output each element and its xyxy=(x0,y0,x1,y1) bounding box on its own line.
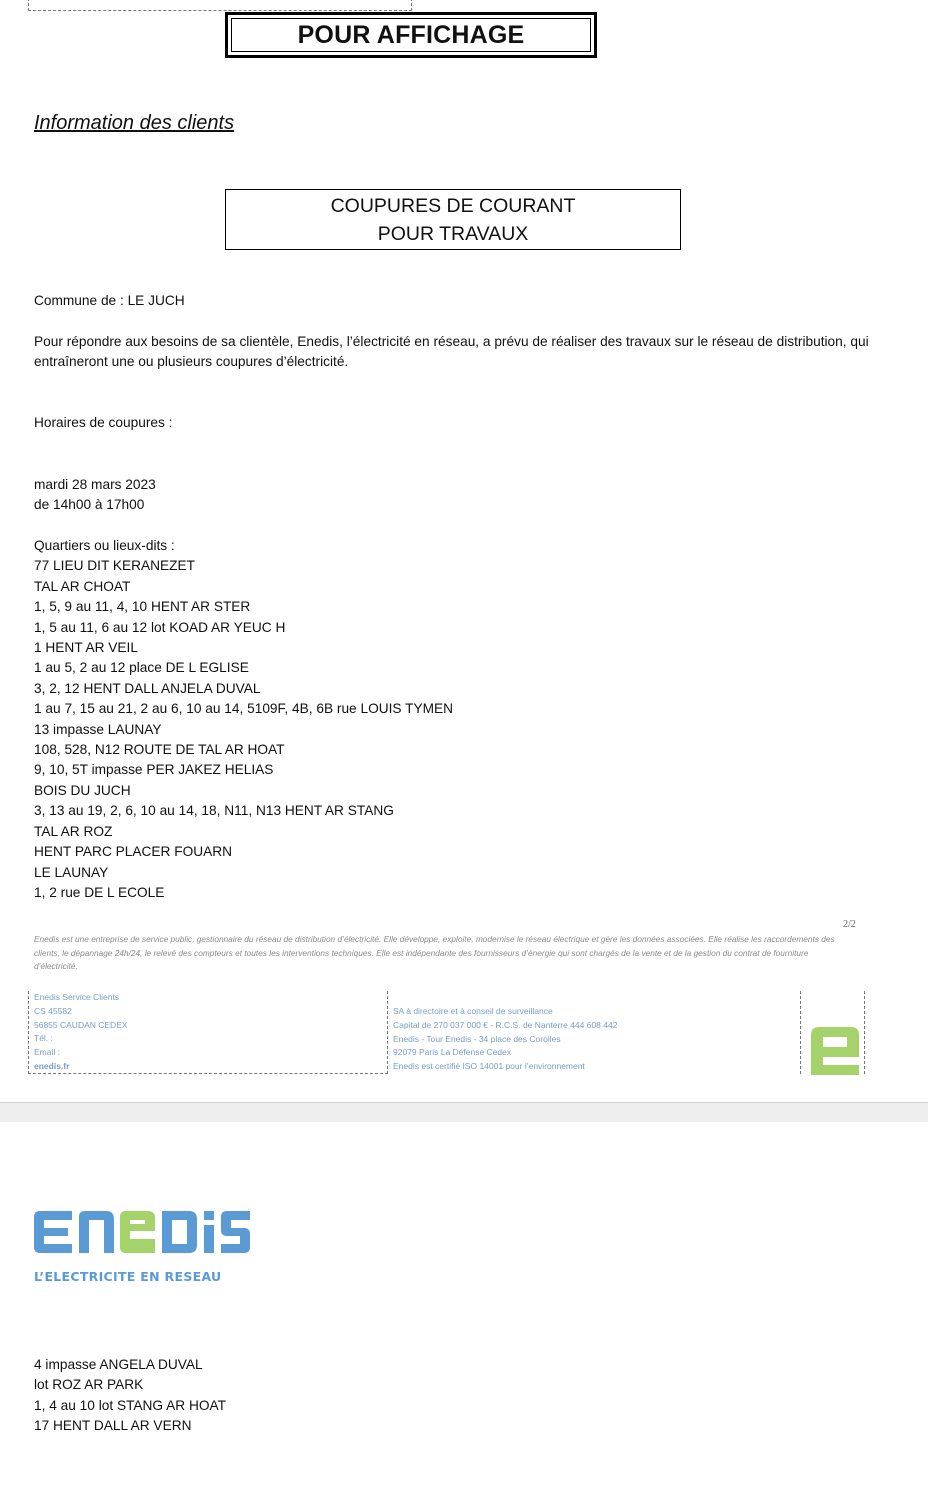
notice-line-1: COUPURES DE COURANT xyxy=(330,195,576,217)
horaires-label: Horaires de coupures : xyxy=(34,415,173,430)
footer-company-line: Enedis est certifié ISO 14001 pour l’environnement xyxy=(393,1061,585,1072)
enedis-tagline: L’ELECTRICITE EN RESEAU xyxy=(34,1269,222,1284)
notice-line-2: POUR TRAVAUX xyxy=(377,223,529,245)
header-dashed-frame xyxy=(28,0,412,11)
page-number: 2/2 xyxy=(843,919,856,930)
footer-contact-line: Enedis Service Clients xyxy=(34,992,120,1002)
list-item: 1, 2 rue DE L ECOLE xyxy=(34,884,165,900)
pour-affichage-text: POUR AFFICHAGE xyxy=(297,20,525,49)
quartiers-label: Quartiers ou lieux-dits : xyxy=(34,538,175,553)
page-separator xyxy=(0,1102,928,1123)
footer-company-line: Capital de 270 037 000 € - R.C.S. de Nanterre 444 608 442 xyxy=(393,1019,618,1030)
schedule-date: mardi 28 mars 2023 xyxy=(34,477,156,492)
page2-places-list xyxy=(34,1355,226,1437)
document-page-2 xyxy=(0,1122,928,1506)
footer-contact-line: Email : xyxy=(34,1047,60,1058)
list-item: 1 au 5, 2 au 12 place DE L EGLISE xyxy=(34,660,249,676)
list-item: 1 au 7, 15 au 21, 2 au 6, 10 au 14, 5109F, 4B, 6B rue LOUIS TYMEN xyxy=(34,701,454,717)
list-item: LE LAUNAY xyxy=(34,864,109,880)
list-item: 1, 4 au 10 lot STANG AR HOAT xyxy=(34,1397,226,1413)
footer-company-line: SA à directoire et à conseil de surveillance xyxy=(393,1006,553,1016)
schedule-time: de 14h00 à 17h00 xyxy=(34,497,145,513)
footer-contact xyxy=(34,991,128,1074)
list-item: 3, 2, 12 HENT DALL ANJELA DUVAL xyxy=(34,680,261,696)
notice-box xyxy=(225,189,681,250)
intro-paragraph: Pour répondre aux besoins de sa clientèle, Enedis, l’électricité en réseau, a prévu de réaliser des travaux sur le réseau de distribution, qui entraîneront une ou plusieurs coupures d’électricité. xyxy=(34,334,869,370)
list-item: TAL AR ROZ xyxy=(34,823,113,839)
list-item: 1, 5 au 11, 6 au 12 lot KOAD AR YEUC H xyxy=(34,619,286,635)
footer-contact-line: CS 45582 xyxy=(34,1005,72,1016)
list-item: 77 LIEU DIT KERANEZET xyxy=(34,558,196,574)
enedis-logo xyxy=(34,1211,250,1261)
list-item: 9, 10, 5T impasse PER JAKEZ HELIAS xyxy=(34,762,274,778)
schedule xyxy=(34,475,156,516)
footer-contact-line: Tél. : xyxy=(34,1033,53,1044)
footer-website-link[interactable]: enedis.fr xyxy=(34,1060,70,1071)
list-item: 1, 5, 9 au 11, 4, 10 HENT AR STER xyxy=(34,599,251,615)
list-item: 17 HENT DALL AR VERN xyxy=(34,1418,192,1434)
pour-affichage-badge xyxy=(225,12,597,58)
places-list xyxy=(34,536,453,903)
footer-company-info xyxy=(393,1005,617,1074)
list-item: 3, 13 au 19, 2, 6, 10 au 14, 18, N11, N13 HENT AR STANG xyxy=(34,803,394,819)
enedis-e-logo-icon xyxy=(811,1027,861,1075)
footer-contact-line: 56855 CAUDAN CEDEX xyxy=(34,1019,128,1030)
list-item: 4 impasse ANGELA DUVAL xyxy=(34,1357,203,1372)
list-item: 108, 528, N12 ROUTE DE TAL AR HOAT xyxy=(34,742,285,758)
footer-company-line: Enedis - Tour Enedis - 34 place des Corolles xyxy=(393,1033,561,1044)
footer-company-line: 92079 Paris La Défense Cedex xyxy=(393,1047,512,1058)
list-item: TAL AR CHOAT xyxy=(34,578,131,594)
list-item: BOIS DU JUCH xyxy=(34,782,131,798)
commune-line: Commune de : LE JUCH xyxy=(34,293,185,308)
info-title: Information des clients xyxy=(34,112,235,134)
list-item: HENT PARC PLACER FOUARN xyxy=(34,844,232,860)
legal-notice: Enedis est une entreprise de service public, gestionnaire du réseau de distribution d’électricité. Elle développe, exploite, modernise le réseau électrique et gère les données associées. Elle réalise les raccordements des clients, le dépannage 24h/24, le relevé des compteurs et toutes les interventions techniques. Elle est indépendante des fournisseurs d’énergie qui sont chargés de la vente et de la gestion du contrat de fourniture d’électricité. xyxy=(34,934,835,972)
list-item: 13 impasse LAUNAY xyxy=(34,721,162,737)
list-item: lot ROZ AR PARK xyxy=(34,1377,144,1393)
list-item: 1 HENT AR VEIL xyxy=(34,640,138,656)
